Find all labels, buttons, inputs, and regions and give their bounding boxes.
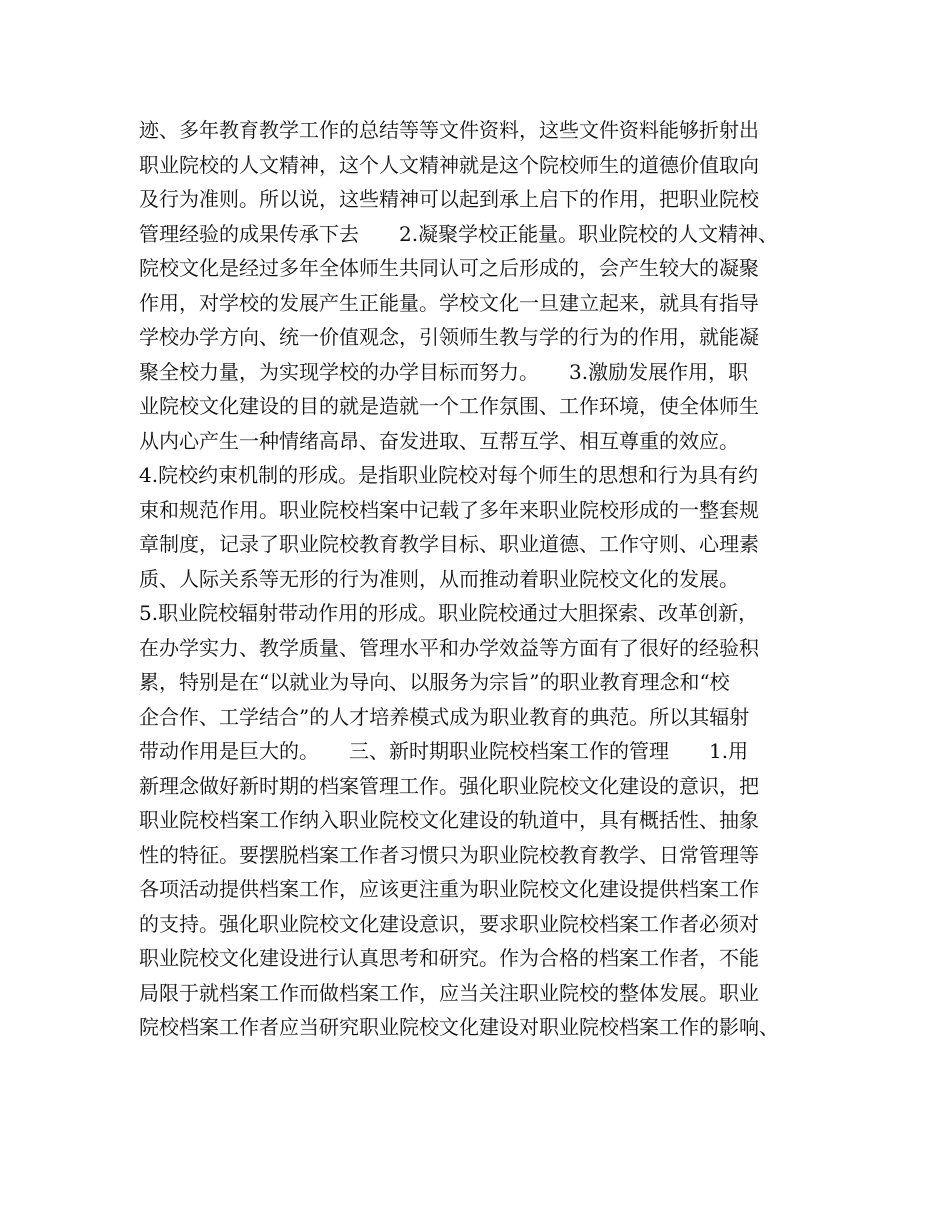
text-line: 及行为准则。所以说，这些精神可以起到承上启下的作用，把职业院校: [139, 187, 759, 211]
text-line: 院校文化是经过多年全体师生共同认可之后形成的，会产生较大的凝聚: [139, 256, 759, 280]
text-line: 在办学实力、教学质量、管理水平和办学效益等方面有了很好的经验积: [139, 635, 759, 660]
text-line: 章制度，记录了职业院校教育教学目标、职业道德、工作守则、心理素: [139, 532, 759, 556]
text-line: 局限于就档案工作而做档案工作，应当关注职业院校的整体发展。职业: [139, 980, 759, 1005]
text-line: 作用，对学校的发展产生正能量。学校文化一旦建立起来，就具有指导: [139, 290, 759, 315]
text-line: 性的特征。要摆脱档案工作者习惯只为职业院校教育教学、日常管理等: [139, 842, 759, 867]
text-line: 院校档案工作者应当研究职业院校文化建设对职业院校档案工作的影响、: [139, 1015, 779, 1039]
body-paragraph: [139, 113, 829, 1045]
text-line: 各项活动提供档案工作，应该更注重为职业院校文化建设提供档案工作: [139, 877, 759, 901]
text-line: 质、人际关系等无形的行为准则，从而推动着职业院校文化的发展。: [139, 566, 739, 591]
text-line: 学校办学方向、统一价值观念，引领师生教与学的行为的作用，就能凝: [139, 325, 759, 349]
text-line: 业院校文化建设的目的就是造就一个工作氛围、工作环境，使全体师生: [139, 394, 759, 418]
text-line: 束和规范作用。职业院校档案中记载了多年来职业院校形成的一整套规: [139, 497, 759, 522]
text-line: 从内心产生一种情绪高昂、奋发进取、互帮互学、相互尊重的效应。: [139, 428, 739, 453]
text-line: 的支持。强化职业院校文化建设意识，要求职业院校档案工作者必须对: [139, 911, 759, 936]
text-line: 企合作、工学结合”的人才培养模式成为职业教育的典范。所以其辐射: [139, 704, 750, 729]
text-line: 带动作用是巨大的。 三、新时期职业院校档案工作的管理 1.用: [139, 739, 749, 763]
text-line: 新理念做好新时期的档案管理工作。强化职业院校文化建设的意识，把: [139, 773, 759, 798]
text-line: 聚全校力量，为实现学校的办学目标而努力。 3.激励发展作用，职: [139, 359, 749, 384]
text-line: 职业院校档案工作纳入职业院校文化建设的轨道中，具有概括性、抽象: [139, 808, 759, 832]
text-line: 管理经验的成果传承下去 2.凝聚学校正能量。职业院校的人文精神、: [139, 221, 779, 246]
text-line: 迹、多年教育教学工作的总结等等文件资料，这些文件资料能够折射出: [139, 118, 759, 142]
text-line: 职业院校的人文精神，这个人文精神就是这个院校师生的道德价值取向: [139, 152, 759, 177]
text-line: 4.院校约束机制的形成。是指职业院校对每个师生的思想和行为具有约: [139, 463, 759, 487]
text-line: 累，特别是在“以就业为导向、以服务为宗旨”的职业教育理念和“校: [139, 670, 730, 694]
text-line: 5.职业院校辐射带动作用的形成。职业院校通过大胆探索、改革创新，: [139, 601, 759, 625]
text-line: 职业院校文化建设进行认真思考和研究。作为合格的档案工作者，不能: [139, 946, 759, 970]
